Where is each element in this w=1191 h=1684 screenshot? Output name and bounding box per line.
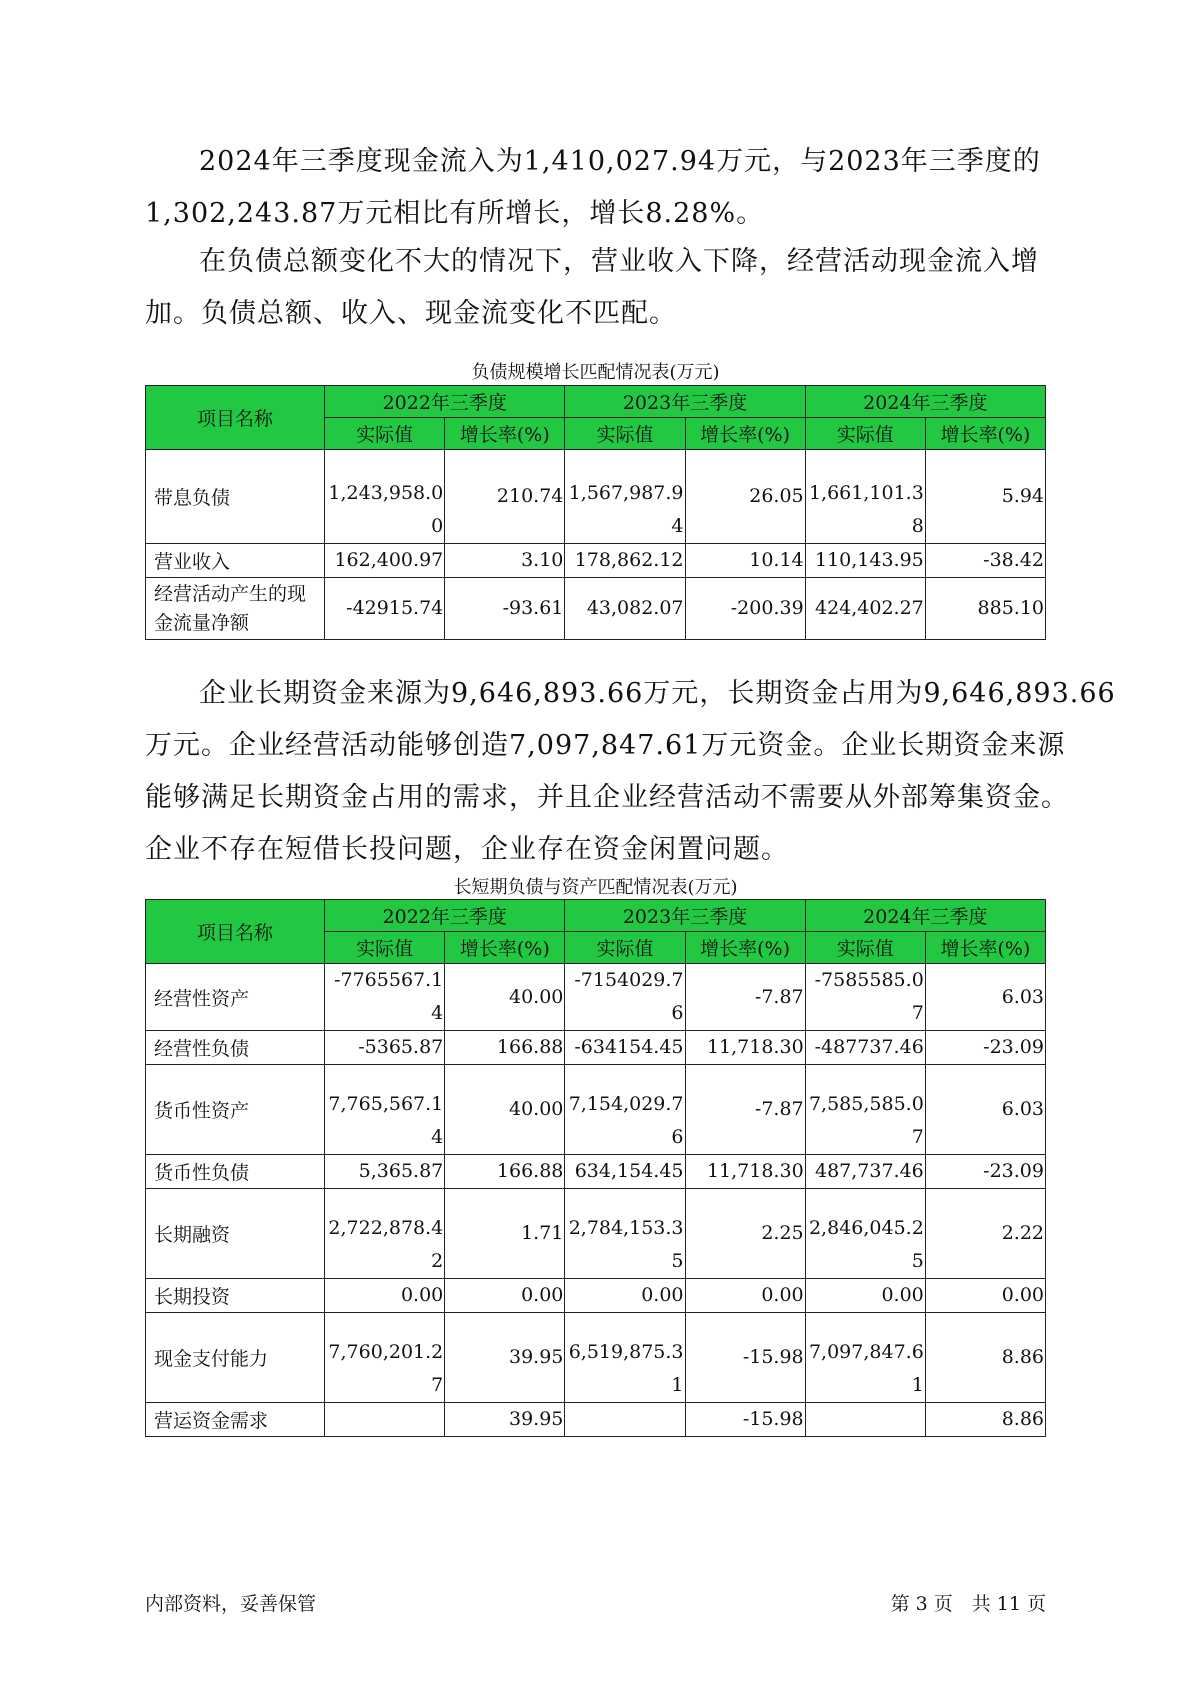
- paragraph-line: 企业长期资金来源为9,646,893.66万元，长期资金占用为9,646,893.66: [199, 678, 1116, 709]
- cell-value: 26.05: [685, 450, 805, 544]
- header-growth: 增长率(%): [925, 418, 1045, 450]
- table-row: [146, 1065, 1046, 1155]
- cell-value: 40.00: [445, 1065, 565, 1155]
- header-actual: 实际值: [565, 932, 685, 964]
- row-label: 货币性资产: [146, 1065, 325, 1155]
- cell-value: 40.00: [445, 964, 565, 1031]
- cell-value: -23.09: [925, 1155, 1045, 1189]
- cell-value: 0.00: [685, 1279, 805, 1313]
- cell-value: 2,722,878.42: [325, 1189, 445, 1279]
- cell-value: 178,862.12: [565, 544, 685, 578]
- header-growth: 增长率(%): [685, 932, 805, 964]
- cell-value: -23.09: [925, 1031, 1045, 1065]
- header-actual: 实际值: [565, 418, 685, 450]
- row-label: 现金支付能力: [146, 1313, 325, 1403]
- header-actual: 实际值: [325, 932, 445, 964]
- cell-value: -5365.87: [325, 1031, 445, 1065]
- cell-value: 0.00: [445, 1279, 565, 1313]
- cell-value: 3.10: [445, 544, 565, 578]
- paragraph-line: 在负债总额变化不大的情况下，营业收入下降，经营活动现金流入增: [199, 246, 1039, 277]
- cell-value: 162,400.97: [325, 544, 445, 578]
- paragraph-cash-inflow: [145, 136, 1065, 240]
- cell-value: -15.98: [685, 1313, 805, 1403]
- cell-value: 6,519,875.31: [565, 1313, 685, 1403]
- cell-value: 487,737.46: [805, 1155, 925, 1189]
- paragraph-line: 2024年三季度现金流入为1,410,027.94万元，与2023年三季度的: [199, 146, 1041, 177]
- cell-value: 110,143.95: [805, 544, 925, 578]
- header-period: 2022年三季度: [325, 386, 565, 418]
- table-row: [146, 544, 1046, 578]
- row-label: 营运资金需求: [146, 1403, 325, 1437]
- header-growth: 增长率(%): [925, 932, 1045, 964]
- header-actual: 实际值: [805, 418, 925, 450]
- cell-value: -38.42: [925, 544, 1045, 578]
- header-period: 2023年三季度: [565, 900, 805, 932]
- asset-liability-table: [145, 899, 1046, 1437]
- cell-value: 39.95: [445, 1313, 565, 1403]
- cell-value: 7,585,585.07: [805, 1065, 925, 1155]
- paragraph-line: 企业不存在短借长投问题，企业存在资金闲置问题。: [145, 834, 789, 865]
- cell-value: 7,765,567.14: [325, 1065, 445, 1155]
- footer-page-number: 第 3 页 共 11 页: [890, 1593, 1046, 1615]
- cell-value: 5.94: [925, 450, 1045, 544]
- table-row: [146, 1189, 1046, 1279]
- row-label: 带息负债: [146, 450, 325, 544]
- header-item-name: 项目名称: [146, 386, 325, 450]
- footer-confidential-note: 内部资料，妥善保管: [145, 1593, 317, 1615]
- row-label: 长期融资: [146, 1189, 325, 1279]
- row-label: 经营性资产: [146, 964, 325, 1031]
- cell-value: 1,567,987.94: [565, 450, 685, 544]
- cell-value: 166.88: [445, 1031, 565, 1065]
- header-period: 2023年三季度: [565, 386, 805, 418]
- cell-value: -7154029.76: [565, 964, 685, 1031]
- header-period: 2024年三季度: [805, 386, 1045, 418]
- cell-value: 10.14: [685, 544, 805, 578]
- header-growth: 增长率(%): [445, 418, 565, 450]
- cell-value: -7585585.07: [805, 964, 925, 1031]
- paragraph-line: 1,302,243.87万元相比有所增长，增长8.28%。: [145, 198, 765, 229]
- debt-growth-table: [145, 385, 1046, 640]
- cell-value: 7,760,201.27: [325, 1313, 445, 1403]
- table-row: [146, 964, 1046, 1031]
- table2-caption: 长短期负债与资产匹配情况表(万元): [453, 877, 738, 898]
- cell-value: 8.86: [925, 1403, 1045, 1437]
- cell-value: [565, 1403, 685, 1437]
- cell-value: 11,718.30: [685, 1031, 805, 1065]
- paragraph-line: 加。负债总额、收入、现金流变化不匹配。: [145, 298, 677, 329]
- cell-value: -200.39: [685, 578, 805, 640]
- paragraph-line: 万元。企业经营活动能够创造7,097,847.61万元资金。企业长期资金来源: [145, 730, 1066, 761]
- header-actual: 实际值: [805, 932, 925, 964]
- cell-value: 210.74: [445, 450, 565, 544]
- cell-value: 1.71: [445, 1189, 565, 1279]
- cell-value: 11,718.30: [685, 1155, 805, 1189]
- header-period: 2022年三季度: [325, 900, 565, 932]
- row-label: 长期投资: [146, 1279, 325, 1313]
- cell-value: 7,097,847.61: [805, 1313, 925, 1403]
- cell-value: -634154.45: [565, 1031, 685, 1065]
- header-growth: 增长率(%): [685, 418, 805, 450]
- cell-value: -487737.46: [805, 1031, 925, 1065]
- header-growth: 增长率(%): [445, 932, 565, 964]
- cell-value: 424,402.27: [805, 578, 925, 640]
- cell-value: -15.98: [685, 1403, 805, 1437]
- header-actual: 实际值: [325, 418, 445, 450]
- cell-value: [805, 1403, 925, 1437]
- cell-value: 885.10: [925, 578, 1045, 640]
- cell-value: 0.00: [925, 1279, 1045, 1313]
- header-period: 2024年三季度: [805, 900, 1045, 932]
- row-label: 经营活动产生的现金流量净额: [146, 578, 325, 640]
- cell-value: 39.95: [445, 1403, 565, 1437]
- table-row: [146, 1279, 1046, 1313]
- paragraph-long-term-funds: [145, 668, 1116, 876]
- header-item-name: 项目名称: [146, 900, 325, 964]
- cell-value: [325, 1403, 445, 1437]
- row-label: 货币性负债: [146, 1155, 325, 1189]
- cell-value: -7.87: [685, 964, 805, 1031]
- table-row: [146, 1031, 1046, 1065]
- paragraph-mismatch: [145, 236, 1065, 340]
- cell-value: 2,846,045.25: [805, 1189, 925, 1279]
- cell-value: 634,154.45: [565, 1155, 685, 1189]
- row-label: 营业收入: [146, 544, 325, 578]
- row-label: 经营性负债: [146, 1031, 325, 1065]
- cell-value: 0.00: [805, 1279, 925, 1313]
- table-row: [146, 578, 1046, 640]
- table-row: [146, 1155, 1046, 1189]
- cell-value: 2.22: [925, 1189, 1045, 1279]
- cell-value: 166.88: [445, 1155, 565, 1189]
- cell-value: -7765567.14: [325, 964, 445, 1031]
- cell-value: 1,243,958.00: [325, 450, 445, 544]
- cell-value: 2,784,153.35: [565, 1189, 685, 1279]
- cell-value: 8.86: [925, 1313, 1045, 1403]
- cell-value: 6.03: [925, 1065, 1045, 1155]
- table-row: [146, 450, 1046, 544]
- cell-value: 1,661,101.38: [805, 450, 925, 544]
- cell-value: 0.00: [565, 1279, 685, 1313]
- cell-value: -42915.74: [325, 578, 445, 640]
- cell-value: 7,154,029.76: [565, 1065, 685, 1155]
- cell-value: 2.25: [685, 1189, 805, 1279]
- cell-value: 6.03: [925, 964, 1045, 1031]
- cell-value: 5,365.87: [325, 1155, 445, 1189]
- table-row: [146, 1403, 1046, 1437]
- paragraph-line: 能够满足长期资金占用的需求，并且企业经营活动不需要从外部筹集资金。: [145, 782, 1069, 813]
- cell-value: 43,082.07: [565, 578, 685, 640]
- table1-caption: 负债规模增长匹配情况表(万元): [471, 362, 720, 383]
- table-row: [146, 1313, 1046, 1403]
- cell-value: -7.87: [685, 1065, 805, 1155]
- cell-value: -93.61: [445, 578, 565, 640]
- cell-value: 0.00: [325, 1279, 445, 1313]
